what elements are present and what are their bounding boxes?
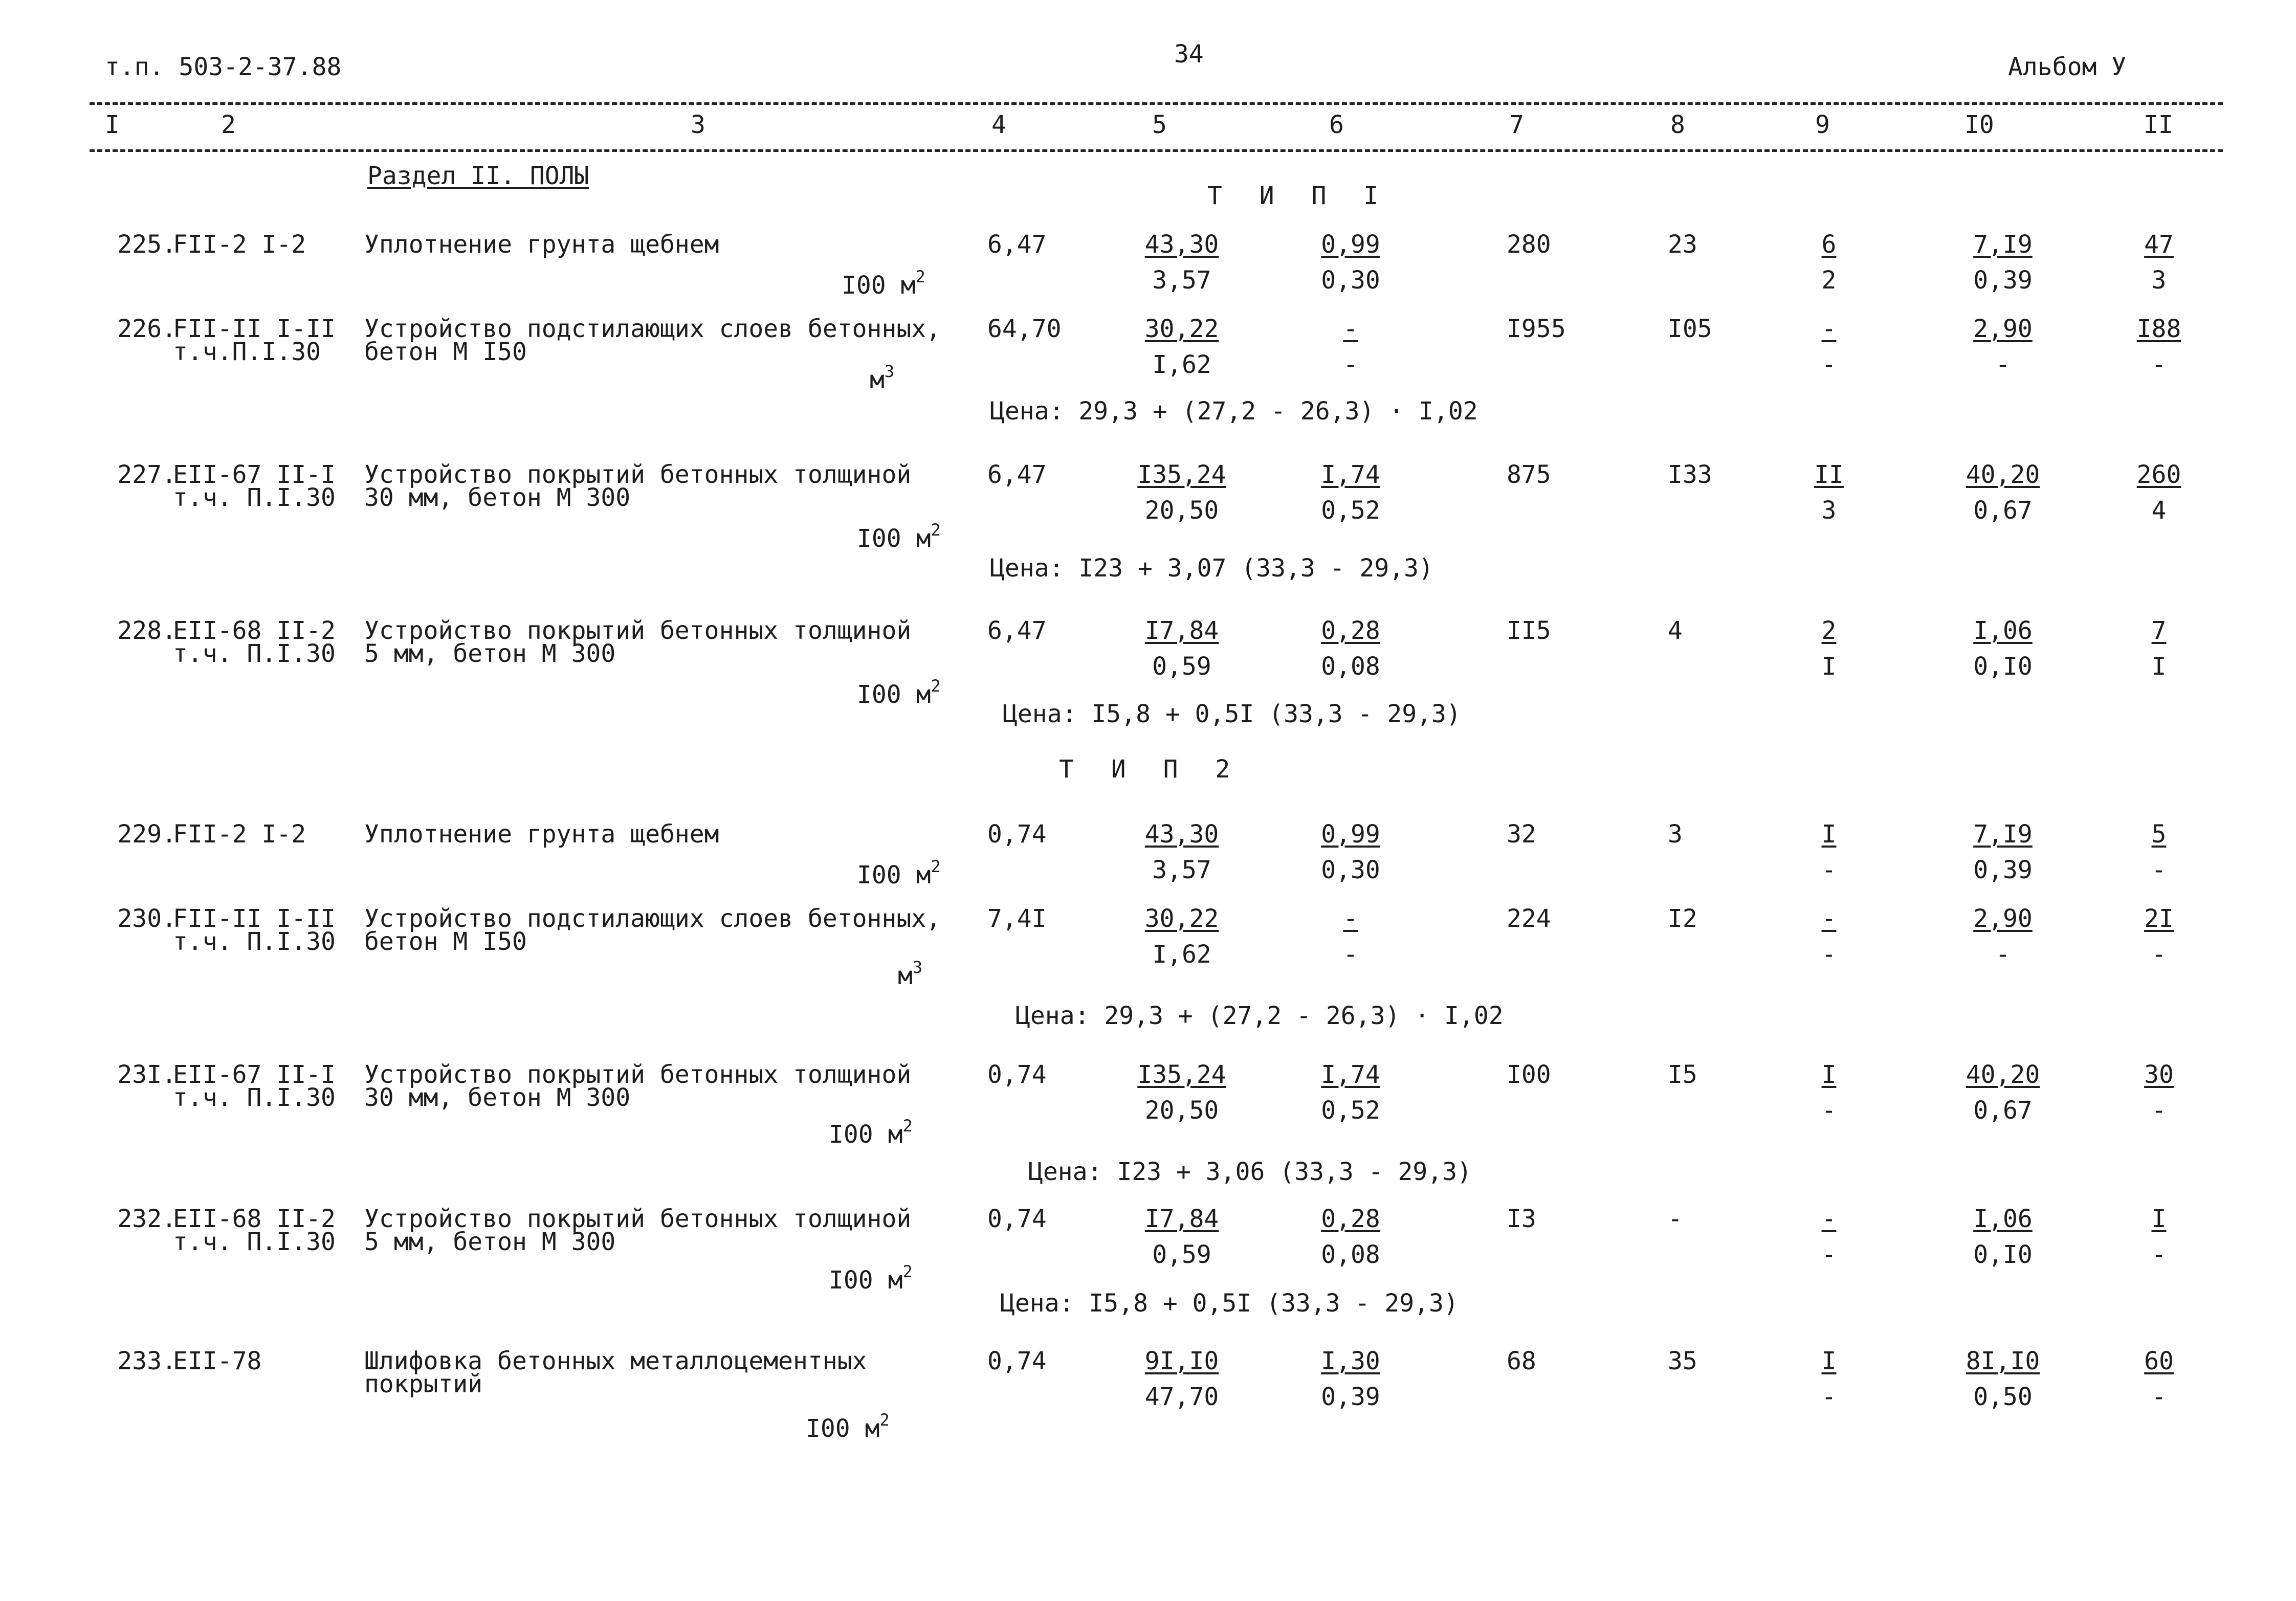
row-col7-7: I00 (1507, 1060, 1551, 1089)
row-quantity-7: 0,74 (987, 1060, 1047, 1089)
row-number-3: 227. (117, 460, 176, 489)
column-header-11: II (2144, 110, 2173, 139)
row-code-6-line-1: FII-II I-II (173, 904, 336, 933)
row-code-5-line-1: FII-2 I-2 (173, 820, 306, 849)
row-col10-top-7: 40,20 (1966, 1060, 2040, 1089)
row-quantity-9: 0,74 (987, 1347, 1047, 1375)
row-col7-2: I955 (1507, 315, 1566, 343)
row-col8-7: I5 (1668, 1060, 1697, 1089)
row-col6-top-6: - (1343, 904, 1358, 933)
row-col11-top-7: 30 (2144, 1060, 2174, 1089)
row-unit-5: I00 $м^2$ (857, 857, 941, 890)
row-col11-top-8: I (2151, 1205, 2167, 1233)
row-description-5-line-1: Уплотнение грунта щебнем (364, 820, 719, 849)
row-unit-7: I00 $м^2$ (829, 1116, 913, 1149)
type-heading-1: Т И П I (1207, 182, 1390, 210)
row-col11-bottom-9: - (2151, 1383, 2167, 1411)
row-code-3-line-1: EII-67 II-I (173, 460, 336, 489)
row-col11-bottom-4: I (2151, 652, 2167, 681)
row-col6-bottom-6: - (1343, 940, 1358, 969)
row-col5-top-5: 43,30 (1144, 820, 1219, 849)
row-col9-top-1: 6 (1821, 230, 1837, 259)
row-col8-8: - (1668, 1205, 1683, 1233)
row-col8-3: I33 (1668, 460, 1712, 489)
row-col6-top-3: I,74 (1321, 460, 1380, 489)
header-bottom-rule (90, 149, 2223, 152)
row-code-4-line-1: EII-68 II-2 (173, 616, 336, 645)
row-col7-9: 68 (1507, 1347, 1536, 1375)
row-col10-bottom-4: 0,I0 (1973, 652, 2033, 681)
row-col6-top-9: I,30 (1321, 1347, 1380, 1375)
column-header-5: 5 (1152, 110, 1167, 139)
row-description-6-line-1: Устройство подстилающих слоев бетонных, (364, 904, 941, 933)
row-col10-top-8: I,06 (1973, 1205, 2033, 1233)
column-header-8: 8 (1670, 110, 1685, 139)
row-col9-bottom-1: 2 (1821, 266, 1837, 295)
row-col10-bottom-2: - (1995, 350, 2011, 379)
row-unit-4: I00 $м^2$ (857, 676, 941, 709)
row-col6-bottom-5: 0,30 (1321, 856, 1380, 884)
row-price-formula-8: Цена: I5,8 + 0,5I (33,3 - 29,3) (1000, 1289, 1459, 1318)
row-col7-4: II5 (1507, 616, 1551, 645)
row-col5-bottom-9: 47,70 (1144, 1383, 1219, 1411)
row-col5-bottom-5: 3,57 (1152, 856, 1211, 884)
row-col5-top-8: I7,84 (1144, 1205, 1219, 1233)
row-col5-bottom-1: 3,57 (1152, 266, 1211, 295)
row-col10-bottom-5: 0,39 (1973, 856, 2033, 884)
row-col6-bottom-7: 0,52 (1321, 1096, 1380, 1125)
row-col8-2: I05 (1668, 315, 1712, 343)
row-col5-bottom-3: 20,50 (1144, 496, 1219, 525)
row-description-3-line-2: 30 мм, бетон М 300 (364, 483, 631, 512)
row-col11-bottom-2: - (2151, 350, 2167, 379)
row-col6-bottom-8: 0,08 (1321, 1240, 1380, 1269)
row-code-1-line-1: FII-2 I-2 (173, 230, 306, 259)
row-col11-bottom-3: 4 (2151, 496, 2167, 525)
row-col8-5: 3 (1668, 820, 1683, 849)
row-col10-top-4: I,06 (1973, 616, 2033, 645)
row-description-4-line-1: Устройство покрытий бетонных толщиной (364, 616, 912, 645)
row-code-4-line-2: т.ч. П.I.30 (173, 639, 336, 668)
row-col9-bottom-4: I (1821, 652, 1837, 681)
column-header-9: 9 (1815, 110, 1830, 139)
row-description-2-line-2: бетон М I50 (364, 338, 527, 366)
row-col9-top-6: - (1821, 904, 1837, 933)
row-number-6: 230. (117, 904, 176, 933)
row-unit-9: I00 $м^2$ (806, 1410, 890, 1443)
row-col5-bottom-7: 20,50 (1144, 1096, 1219, 1125)
row-code-8-line-2: т.ч. П.I.30 (173, 1228, 336, 1256)
row-col6-bottom-9: 0,39 (1321, 1383, 1380, 1411)
row-col7-5: 32 (1507, 820, 1536, 849)
column-header-2: 2 (221, 110, 236, 139)
row-number-7: 23I. (117, 1060, 176, 1089)
row-number-4: 228. (117, 616, 176, 645)
row-col7-8: I3 (1507, 1205, 1536, 1233)
row-col6-bottom-2: - (1343, 350, 1358, 379)
row-col10-top-6: 2,90 (1973, 904, 2033, 933)
row-code-3-line-2: т.ч. П.I.30 (173, 483, 336, 512)
row-col9-top-5: I (1821, 820, 1837, 849)
row-number-8: 232. (117, 1205, 176, 1233)
row-col11-bottom-7: - (2151, 1096, 2167, 1125)
row-col11-bottom-5: - (2151, 856, 2167, 884)
row-unit-8: I00 $м^2$ (829, 1262, 913, 1295)
row-quantity-5: 0,74 (987, 820, 1047, 849)
row-col5-top-2: 30,22 (1144, 315, 1219, 343)
row-code-6-line-2: т.ч. П.I.30 (173, 927, 336, 956)
row-col6-bottom-3: 0,52 (1321, 496, 1380, 525)
row-quantity-1: 6,47 (987, 230, 1047, 259)
row-code-7-line-2: т.ч. П.I.30 (173, 1083, 336, 1112)
row-quantity-6: 7,4I (987, 904, 1047, 933)
row-col5-bottom-4: 0,59 (1152, 652, 1211, 681)
header-top-rule (90, 102, 2223, 105)
row-col10-bottom-6: - (1995, 940, 2011, 969)
row-price-formula-2: Цена: 29,3 + (27,2 - 26,3) · I,02 (990, 397, 1478, 426)
row-col10-top-5: 7,I9 (1973, 820, 2033, 849)
row-number-5: 229. (117, 820, 176, 849)
row-code-8-line-1: EII-68 II-2 (173, 1205, 336, 1233)
row-col5-top-6: 30,22 (1144, 904, 1219, 933)
row-col10-bottom-3: 0,67 (1973, 496, 2033, 525)
column-header-10: I0 (1964, 110, 1994, 139)
row-col6-top-4: 0,28 (1321, 616, 1380, 645)
row-description-7-line-2: 30 мм, бетон М 300 (364, 1083, 631, 1112)
row-code-9-line-1: EII-78 (173, 1347, 262, 1375)
row-description-2-line-1: Устройство подстилающих слоев бетонных, (364, 315, 941, 343)
row-col5-bottom-6: I,62 (1152, 940, 1211, 969)
column-header-3: 3 (691, 110, 705, 139)
row-col5-top-3: I35,24 (1137, 460, 1226, 489)
row-col10-top-2: 2,90 (1973, 315, 2033, 343)
row-col5-top-4: I7,84 (1144, 616, 1219, 645)
row-description-4-line-2: 5 мм, бетон М 300 (364, 639, 616, 668)
row-col10-top-3: 40,20 (1966, 460, 2040, 489)
row-description-8-line-1: Устройство покрытий бетонных толщиной (364, 1205, 912, 1233)
row-quantity-8: 0,74 (987, 1205, 1047, 1233)
document-code: т.п. 503-2-37.88 (105, 53, 342, 81)
row-number-9: 233. (117, 1347, 176, 1375)
row-col8-9: 35 (1668, 1347, 1697, 1375)
row-col11-bottom-6: - (2151, 940, 2167, 969)
row-col8-1: 23 (1668, 230, 1697, 259)
row-col11-top-2: I88 (2136, 315, 2181, 343)
column-header-1: I (105, 110, 120, 139)
row-price-formula-6: Цена: 29,3 + (27,2 - 26,3) · I,02 (1015, 1002, 1504, 1030)
row-description-7-line-1: Устройство покрытий бетонных толщиной (364, 1060, 912, 1089)
row-col8-4: 4 (1668, 616, 1683, 645)
row-code-2-line-2: т.ч.П.I.30 (173, 338, 321, 366)
page-number: 34 (1174, 40, 1204, 69)
row-col9-bottom-2: - (1821, 350, 1837, 379)
column-header-7: 7 (1509, 110, 1524, 139)
row-col6-bottom-1: 0,30 (1321, 266, 1380, 295)
row-col10-top-9: 8I,I0 (1966, 1347, 2040, 1375)
row-description-9-line-1: Шлифовка бетонных металлоцементных (364, 1347, 867, 1375)
section-title: Раздел II. ПОЛЫ (367, 162, 589, 190)
row-description-9-line-2: покрытий (364, 1370, 483, 1398)
row-unit-6: $м^3$ (898, 958, 923, 990)
row-col10-bottom-1: 0,39 (1973, 266, 2033, 295)
row-col9-bottom-8: - (1821, 1240, 1837, 1269)
row-col11-top-3: 260 (2136, 460, 2181, 489)
row-col11-top-1: 47 (2144, 230, 2174, 259)
row-number-2: 226. (117, 315, 176, 343)
row-col10-bottom-9: 0,50 (1973, 1383, 2033, 1411)
row-col9-top-9: I (1821, 1347, 1837, 1375)
row-col6-top-8: 0,28 (1321, 1205, 1380, 1233)
row-description-3-line-1: Устройство покрытий бетонных толщиной (364, 460, 912, 489)
row-col5-bottom-2: I,62 (1152, 350, 1211, 379)
row-col6-top-2: - (1343, 315, 1358, 343)
row-col6-bottom-4: 0,08 (1321, 652, 1380, 681)
row-code-2-line-1: FII-II I-II (173, 315, 336, 343)
row-col9-top-8: - (1821, 1205, 1837, 1233)
row-col11-bottom-1: 3 (2151, 266, 2167, 295)
row-unit-2: $м^3$ (870, 362, 895, 394)
row-col5-top-1: 43,30 (1144, 230, 1219, 259)
row-col11-top-5: 5 (2151, 820, 2167, 849)
row-col9-bottom-5: - (1821, 856, 1837, 884)
row-col7-1: 280 (1507, 230, 1551, 259)
column-header-4: 4 (991, 110, 1006, 139)
row-col5-bottom-8: 0,59 (1152, 1240, 1211, 1269)
row-col9-top-7: I (1821, 1060, 1837, 1089)
row-description-6-line-2: бетон М I50 (364, 927, 527, 956)
column-header-6: 6 (1329, 110, 1344, 139)
row-col7-3: 875 (1507, 460, 1551, 489)
row-unit-1: I00 $м^2$ (842, 267, 925, 300)
row-quantity-4: 6,47 (987, 616, 1047, 645)
row-col9-bottom-7: - (1821, 1096, 1837, 1125)
row-col9-top-2: - (1821, 315, 1837, 343)
row-col11-top-9: 60 (2144, 1347, 2174, 1375)
row-col9-top-3: II (1814, 460, 1844, 489)
row-col6-top-7: I,74 (1321, 1060, 1380, 1089)
row-col11-top-4: 7 (2151, 616, 2167, 645)
row-col5-top-7: I35,24 (1137, 1060, 1226, 1089)
type-heading-2: Т И П 2 (1059, 755, 1242, 784)
album-label: Альбом У (2008, 53, 2127, 81)
row-description-8-line-2: 5 мм, бетон М 300 (364, 1228, 616, 1256)
row-col6-top-5: 0,99 (1321, 820, 1380, 849)
row-col9-bottom-6: - (1821, 940, 1837, 969)
row-number-1: 225. (117, 230, 176, 259)
row-quantity-2: 64,70 (987, 315, 1062, 343)
row-col10-bottom-7: 0,67 (1973, 1096, 2033, 1125)
row-col6-top-1: 0,99 (1321, 230, 1380, 259)
row-code-7-line-1: EII-67 II-I (173, 1060, 336, 1089)
row-col10-bottom-8: 0,I0 (1973, 1240, 2033, 1269)
row-price-formula-3: Цена: I23 + 3,07 (33,3 - 29,3) (990, 554, 1433, 583)
row-col8-6: I2 (1668, 904, 1697, 933)
row-unit-3: I00 $м^2$ (857, 520, 941, 553)
row-col5-top-9: 9I,I0 (1144, 1347, 1219, 1375)
row-description-1-line-1: Уплотнение грунта щебнем (364, 230, 719, 259)
row-col9-bottom-3: 3 (1821, 496, 1837, 525)
row-col11-top-6: 2I (2144, 904, 2174, 933)
row-col10-top-1: 7,I9 (1973, 230, 2033, 259)
row-col9-top-4: 2 (1821, 616, 1837, 645)
row-price-formula-7: Цена: I23 + 3,06 (33,3 - 29,3) (1028, 1158, 1472, 1186)
row-col11-bottom-8: - (2151, 1240, 2167, 1269)
row-price-formula-4: Цена: I5,8 + 0,5I (33,3 - 29,3) (1003, 700, 1461, 728)
row-quantity-3: 6,47 (987, 460, 1047, 489)
row-col7-6: 224 (1507, 904, 1551, 933)
row-col9-bottom-9: - (1821, 1383, 1837, 1411)
